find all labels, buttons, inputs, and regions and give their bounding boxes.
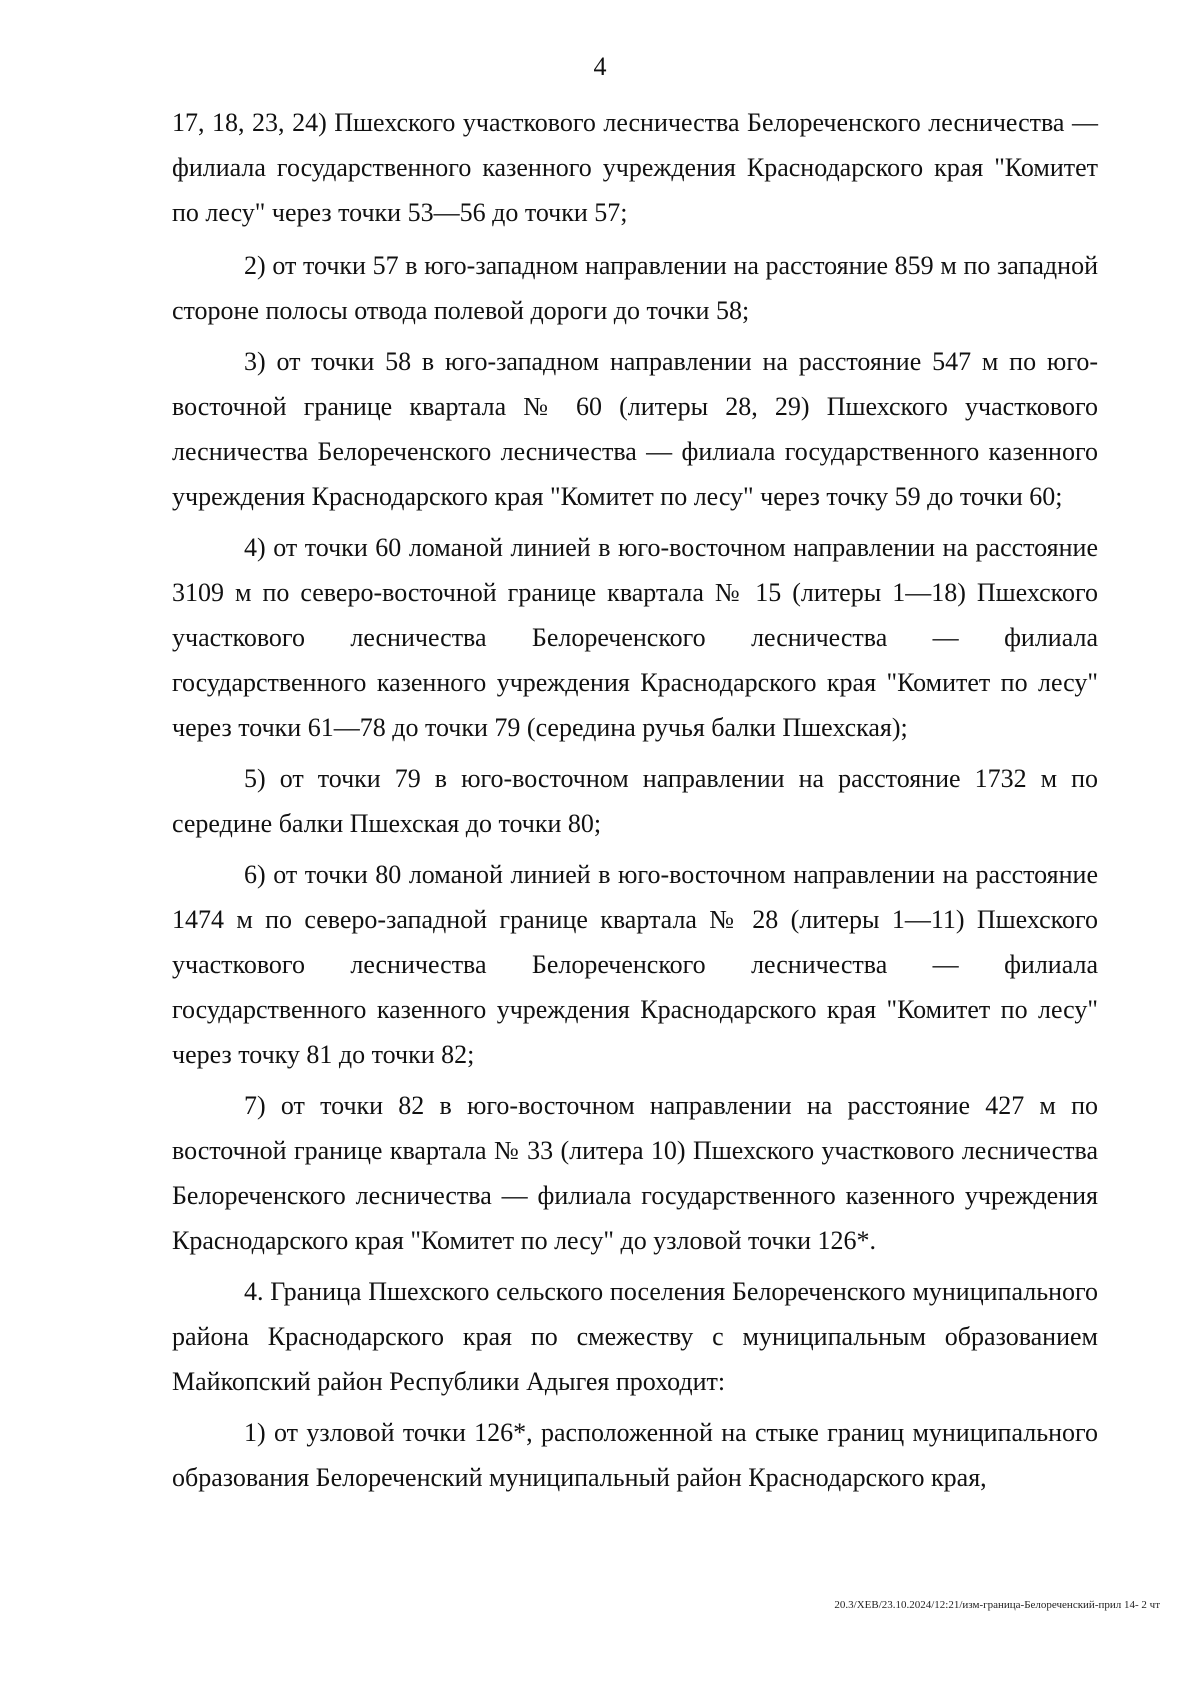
paragraph-item-3: 3) от точки 58 в юго-западном направлении на расстояние 547 м по юго-восточной границе квартала № 60 (литеры 28, 29) Пшехского участкового лесничества Белореченского лесничества — филиала государственного казенного учреждения Краснодарского края "Комитет по лесу" через точку 59 до точки 60; bbox=[172, 347, 1098, 511]
paragraph-section-4: 4. Граница Пшехского сельского поселения Белореченского муниципального района Краснодарского края по смежеству с муниципальным образованием Майкопский район Республики Адыгея проходит: bbox=[172, 1277, 1098, 1396]
paragraph-item-5: 5) от точки 79 в юго-восточном направлении на расстояние 1732 м по середине балки Пшехская до точки 80; bbox=[172, 764, 1098, 838]
page-number: 4 bbox=[593, 52, 607, 81]
paragraph-item-2: 2) от точки 57 в юго-западном направлении на расстояние 859 м по западной стороне полосы отвода полевой дороги до точки 58; bbox=[172, 251, 1098, 325]
paragraph-section-4-item-1: 1) от узловой точки 126*, расположенной на стыке границ муниципального образования Белореченский муниципальный район Краснодарского края, bbox=[172, 1418, 1098, 1492]
document-footer-code: 20.3/ХЕВ/23.10.2024/12:21/изм-граница-Белореченский-прил 14- 2 чт bbox=[834, 1599, 1160, 1611]
paragraph-item-4: 4) от точки 60 ломаной линией в юго-восточном направлении на расстояние 3109 м по северо-восточной границе квартала № 15 (литеры 1—18) Пшехского участкового лесничества Белореченского лесничества — филиала государственного казенного учреждения Краснодарского края "Комитет по лесу" через точки 61—78 до точки 79 (середина ручья балки Пшехская); bbox=[172, 533, 1098, 742]
paragraph-item-6: 6) от точки 80 ломаной линией в юго-восточном направлении на расстояние 1474 м по северо-западной границе квартала № 28 (литеры 1—11) Пшехского участкового лесничества Белореченского лесничества — филиала государственного казенного учреждения Краснодарского края "Комитет по лесу" через точку 81 до точки 82; bbox=[172, 860, 1098, 1069]
paragraph-item-7: 7) от точки 82 в юго-восточном направлении на расстояние 427 м по восточной границе квартала № 33 (литера 10) Пшехского участкового лесничества Белореченского лесничества — филиала государственного казенного учреждения Краснодарского края "Комитет по лесу" до узловой точки 126*. bbox=[172, 1091, 1098, 1255]
paragraph-continuation: 17, 18, 23, 24) Пшехского участкового лесничества Белореченского лесничества — филиала государственного казенного учреждения Краснодарского края "Комитет по лесу" через точки 53—56 до точки 57; bbox=[172, 108, 1098, 227]
document-body bbox=[172, 100, 1098, 1506]
